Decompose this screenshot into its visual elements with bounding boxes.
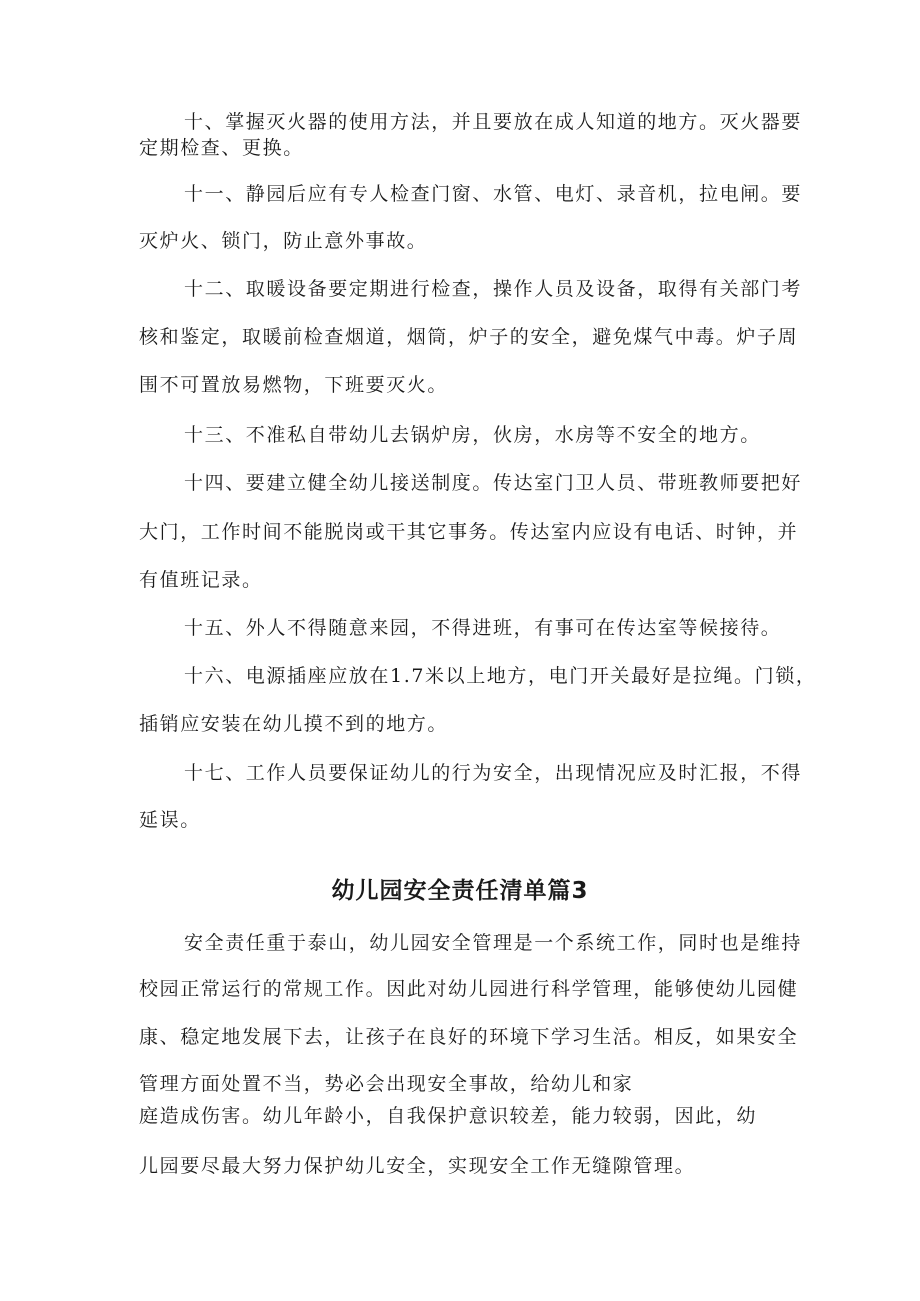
rule-17-line-1: 十七、工作人员要保证幼儿的行为安全，出现情况应及时汇报，不得 — [184, 762, 803, 784]
rule-10-line-2: 定期检查、更换。 — [139, 137, 304, 159]
section-line-6: 儿园要尽最大努力保护幼儿安全，实现安全工作无缝隙管理。 — [139, 1155, 696, 1177]
rule-12-line-3: 围不可置放易燃物，下班要灭火。 — [139, 374, 449, 396]
rule-11-line-2: 灭炉火、锁门，防止意外事故。 — [139, 230, 428, 252]
section-line-3: 康、稳定地发展下去，让孩子在良好的环境下学习生活。相反，如果安全 — [139, 1026, 799, 1048]
rule-14-line-2: 大门，工作时间不能脱岗或干其它事务。传达室内应设有电话、时钟，并 — [139, 521, 799, 543]
section-title: 幼儿园安全责任清单篇3 — [331, 878, 589, 904]
section-line-4: 管理方面处置不当，势必会出现安全事故，给幼儿和家 — [139, 1073, 634, 1095]
rule-15-line-1: 十五、外人不得随意来园，不得进班，有事可在传达室等候接待。 — [184, 617, 782, 639]
rule-16-line-1: 十六、电源插座应放在1.7米以上地方，电门开关最好是拉绳。门锁， — [184, 665, 817, 687]
rule-12-line-1: 十二、取暖设备要定期进行检查，操作人员及设备，取得有关部门考 — [184, 278, 803, 300]
rule-17-line-2: 延误。 — [139, 809, 201, 831]
rule-14-line-1: 十四、要建立健全幼儿接送制度。传达室门卫人员、带班教师要把好 — [184, 472, 803, 494]
rule-14-line-3: 有值班记录。 — [139, 569, 263, 591]
rule-13-line-1: 十三、不准私自带幼儿去锅炉房，伙房，水房等不安全的地方。 — [184, 424, 761, 446]
rule-12-line-2: 核和鉴定，取暖前检查烟道，烟筒，炉子的安全，避免煤气中毒。炉子周 — [139, 326, 799, 348]
rule-10-line-1: 十、掌握灭火器的使用方法，并且要放在成人知道的地方。灭火器要 — [184, 111, 803, 133]
rule-11-line-1: 十一、静园后应有专人检查门窗、水管、电灯、录音机，拉电闸。要 — [184, 183, 803, 205]
section-line-2: 校园正常运行的常规工作。因此对幼儿园进行科学管理，能够使幼儿园健 — [139, 978, 799, 1000]
section-line-5: 庭造成伤害。幼儿年龄小，自我保护意识较差，能力较弱，因此，幼 — [139, 1105, 758, 1127]
rule-16-line-2: 插销应安装在幼儿摸不到的地方。 — [139, 713, 449, 735]
section-line-1: 安全责任重于泰山，幼儿园安全管理是一个系统工作，同时也是维持 — [184, 932, 803, 954]
